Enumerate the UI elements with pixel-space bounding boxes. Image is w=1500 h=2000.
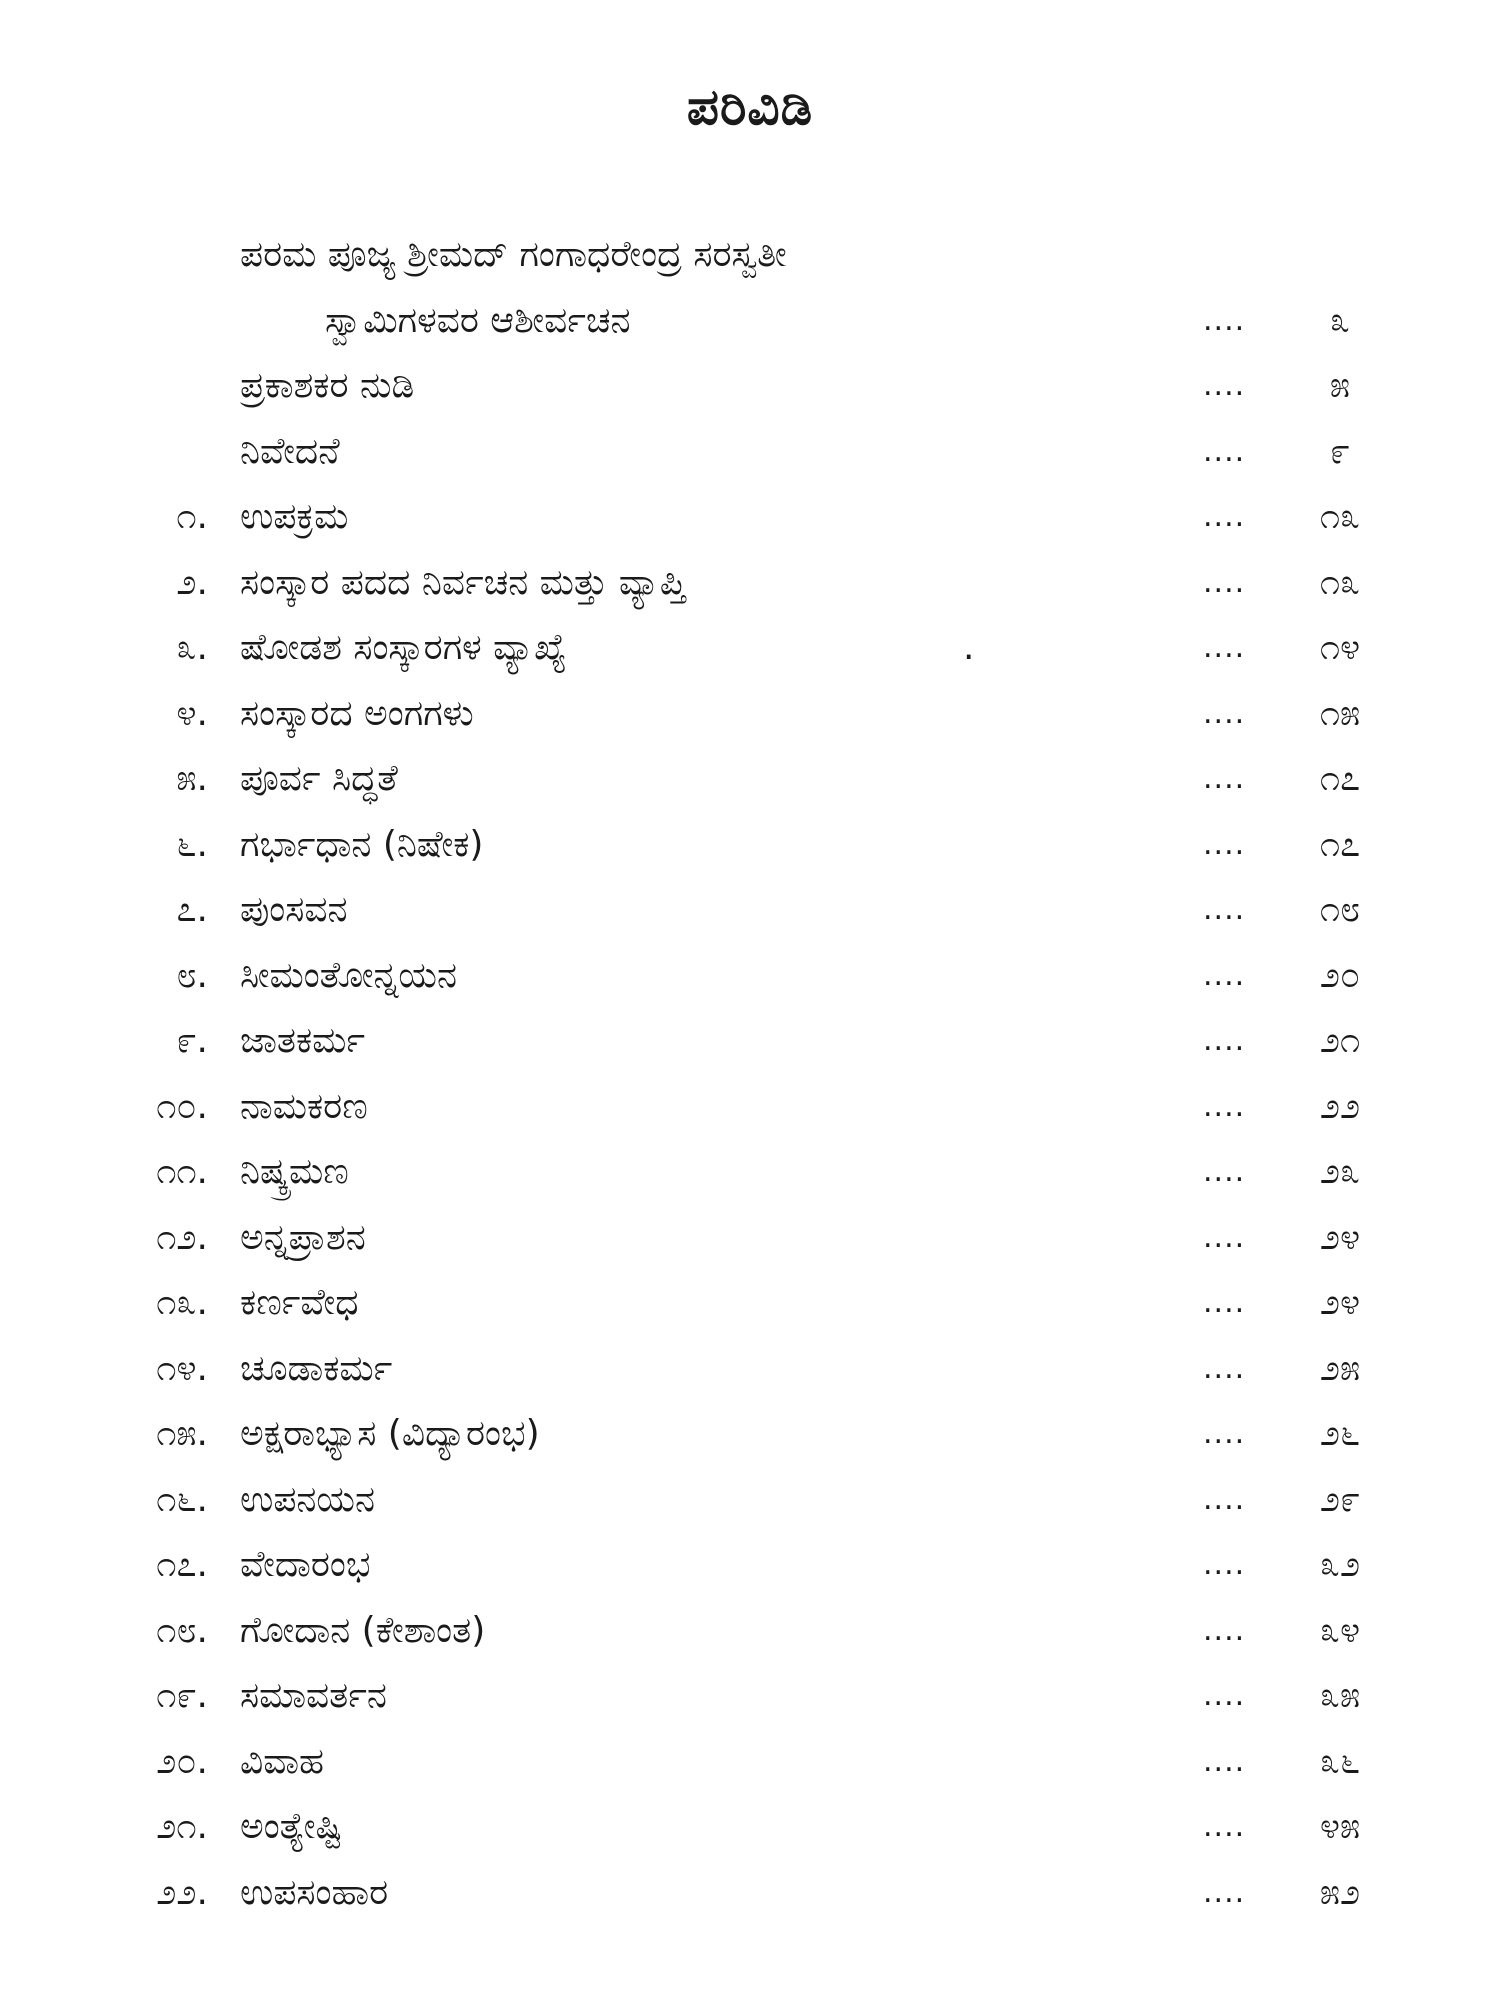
leader-dots: .... [1203,433,1246,469]
leader-dots: .... [1203,1678,1246,1713]
page-title: ಪರಿವಿಡಿ [686,78,814,136]
entry-page-number: ೨೪ [1319,1282,1361,1323]
toc-entry-submission [0,419,1500,485]
entry-number: ೨೦. [156,1740,208,1782]
entry-title: ಪುಂಸವನ [240,889,348,930]
entry-number: ೧೪. [156,1347,208,1389]
entry-title: ಸಂಸ್ಕಾರದ ಅಂಗಗಳು [240,692,474,734]
toc-entry-19 [0,1663,1500,1729]
entry-page-number: ೫ [1329,365,1351,406]
leader-dots: .... [1203,1481,1246,1517]
entry-page-number: ೧೭ [1319,823,1361,865]
toc-entry-14 [0,1336,1500,1402]
entry-number: ೧೯. [156,1675,208,1716]
entry-number: ೫. [176,758,208,799]
leader-dots: .... [1203,1285,1246,1320]
entry-title: ವೇದಾರಂಭ [240,1544,371,1585]
entry-title: ನಿಷ್ಕ್ರಮಣ [240,1151,349,1192]
entry-title: ಗರ್ಭಾಧಾನ (ನಿಷೇಕ) [240,823,484,865]
leader-dots: .... [1203,1416,1246,1451]
entry-number: ೬. [176,823,208,865]
entry-title: ಕರ್ಣವೇಧ [240,1282,359,1323]
entry-page-number: ೨೨ [1319,1085,1361,1127]
leader-dots: .... [1203,1612,1246,1648]
entry-page-number: ೩೪ [1319,1609,1361,1651]
entry-page-number: ೧೭ [1319,758,1361,799]
leader-dots: .... [1203,1219,1246,1255]
entry-page-number: ೨೩ [1319,1151,1361,1192]
toc-entry-1 [0,484,1500,550]
entry-page-number: ೨೪ [1319,1216,1361,1258]
entry-title: ಅಂತ್ಯೇಷ್ಟಿ [240,1806,343,1847]
leader-dots: .... [1203,630,1246,665]
entry-number: ೩. [176,627,208,668]
entry-number: ೨೨. [156,1871,208,1913]
entry-number: ೧೫. [156,1413,208,1454]
entry-title: ವಿವಾಹ [240,1740,324,1782]
toc-entry-2 [0,550,1500,616]
entry-page-number: ೧೩ [1319,561,1361,603]
toc-entry-11 [0,1139,1500,1205]
entry-title: ಪೂರ್ವ ಸಿದ್ಧತೆ [240,758,398,799]
entry-title: ಉಪಸಂಹಾರ [240,1871,389,1913]
table-of-contents [0,222,1500,1925]
entry-page-number: ೧೩ [1319,496,1361,537]
leader-dots: .... [1203,761,1246,796]
entry-page-number: ೪೫ [1319,1806,1361,1847]
leader-dots: .... [1203,1023,1246,1058]
toc-entry-blessing-line-1 [0,222,1500,288]
entry-page-number: ೧೫ [1319,692,1361,734]
entry-number: ೧೬. [156,1478,208,1520]
toc-entry-12 [0,1205,1500,1271]
toc-entry-blessing-line-2 [0,288,1500,354]
leader-dots: .... [1203,302,1246,338]
entry-number: ೯. [176,1020,208,1061]
entry-page-number: ೩೬ [1319,1740,1361,1782]
toc-entry-10 [0,1074,1500,1140]
toc-entry-16 [0,1467,1500,1533]
entry-title: ಪರಮ ಪೂಜ್ಯ ಶ್ರೀಮದ್ ಗಂಗಾಧರೇಂದ್ರ ಸರಸ್ವತೀ [240,234,787,275]
entry-page-number: ೫೨ [1319,1871,1361,1913]
entry-title: ಪ್ರಕಾಶಕರ ನುಡಿ [240,365,415,406]
entry-page-number: ೧೮ [1319,889,1361,930]
entry-page-number: ೨೯ [1319,1478,1361,1520]
leader-dots: .... [1203,957,1246,993]
entry-page-number: ೧೪ [1319,627,1361,668]
entry-title: ಅನ್ನಪ್ರಾಶನ [240,1216,366,1258]
leader-dots: .... [1203,695,1246,731]
toc-entry-5 [0,746,1500,812]
entry-number: ೪. [176,692,208,734]
entry-number: ೧೩. [156,1282,208,1323]
entry-title: ಚೂಡಾಕರ್ಮ [240,1347,393,1389]
toc-entry-21 [0,1794,1500,1860]
entry-page-number: ೩೨ [1319,1544,1361,1585]
toc-entry-13 [0,1270,1500,1336]
toc-entry-18 [0,1598,1500,1664]
toc-entry-6 [0,812,1500,878]
leader-dots: .... [1203,1809,1246,1844]
entry-number: ೧. [176,496,208,537]
stray-print-mark: . [963,627,975,668]
entry-title: ಉಪಕ್ರಮ [240,496,349,537]
entry-page-number: ೯ [1329,430,1351,472]
leader-dots: .... [1203,1874,1246,1910]
entry-number: ೧೨. [156,1216,208,1258]
entry-title: ನಿವೇದನೆ [240,430,340,472]
toc-entry-17 [0,1532,1500,1598]
entry-title: ಸೀಮಂತೋನ್ನಯನ [240,954,457,996]
entry-number: ೧೦. [156,1085,208,1127]
entry-number: ೨. [176,561,208,603]
leader-dots: .... [1203,1088,1246,1124]
entry-page-number: ೩೫ [1319,1675,1361,1716]
entry-page-number: ೨೬ [1319,1413,1361,1454]
leader-dots: .... [1203,892,1246,927]
entry-number: ೧೭. [156,1544,208,1585]
toc-entry-9 [0,1008,1500,1074]
entry-title: ಅಕ್ಷರಾಭ್ಯಾಸ (ವಿದ್ಯಾರಂಭ) [240,1413,540,1454]
entry-page-number: ೩ [1329,299,1351,341]
entry-number: ೧೧. [156,1151,208,1192]
leader-dots: .... [1203,564,1246,600]
entry-title: ಸಮಾವರ್ತನ [240,1675,387,1716]
toc-entry-publisher-note [0,353,1500,419]
toc-entry-7 [0,877,1500,943]
entry-title: ಸ್ವಾಮಿಗಳವರ ಆಶೀರ್ವಚನ [325,299,631,341]
entry-title: ನಾಮಕರಣ [240,1085,368,1127]
toc-entry-3 [0,615,1500,681]
leader-dots: .... [1203,368,1246,403]
leader-dots: .... [1203,1547,1246,1582]
entry-number: ೭. [176,889,208,930]
entry-number: ೮. [176,954,208,996]
leader-dots: .... [1203,1154,1246,1189]
entry-page-number: ೨೧ [1319,1020,1361,1061]
toc-entry-8 [0,943,1500,1009]
entry-title: ಷೋಡಶ ಸಂಸ್ಕಾರಗಳ ವ್ಯಾಖ್ಯೆ [240,627,567,668]
entry-title: ಉಪನಯನ [240,1478,376,1520]
entry-page-number: ೨೫ [1319,1347,1361,1389]
leader-dots: .... [1203,1350,1246,1386]
toc-entry-20 [0,1729,1500,1795]
entry-page-number: ೨೦ [1319,954,1361,996]
entry-number: ೨೧. [156,1806,208,1847]
entry-title: ಜಾತಕರ್ಮ [240,1020,366,1061]
entry-number: ೧೮. [156,1609,208,1651]
leader-dots: .... [1203,1743,1246,1779]
entry-title: ಗೋದಾನ (ಕೇಶಾಂತ) [240,1609,486,1651]
leader-dots: .... [1203,499,1246,534]
leader-dots: .... [1203,826,1246,862]
entry-title: ಸಂಸ್ಕಾರ ಪದದ ನಿರ್ವಚನ ಮತ್ತು ವ್ಯಾಪ್ತಿ [240,561,686,603]
toc-entry-15 [0,1401,1500,1467]
toc-entry-22 [0,1860,1500,1926]
toc-entry-4 [0,681,1500,747]
